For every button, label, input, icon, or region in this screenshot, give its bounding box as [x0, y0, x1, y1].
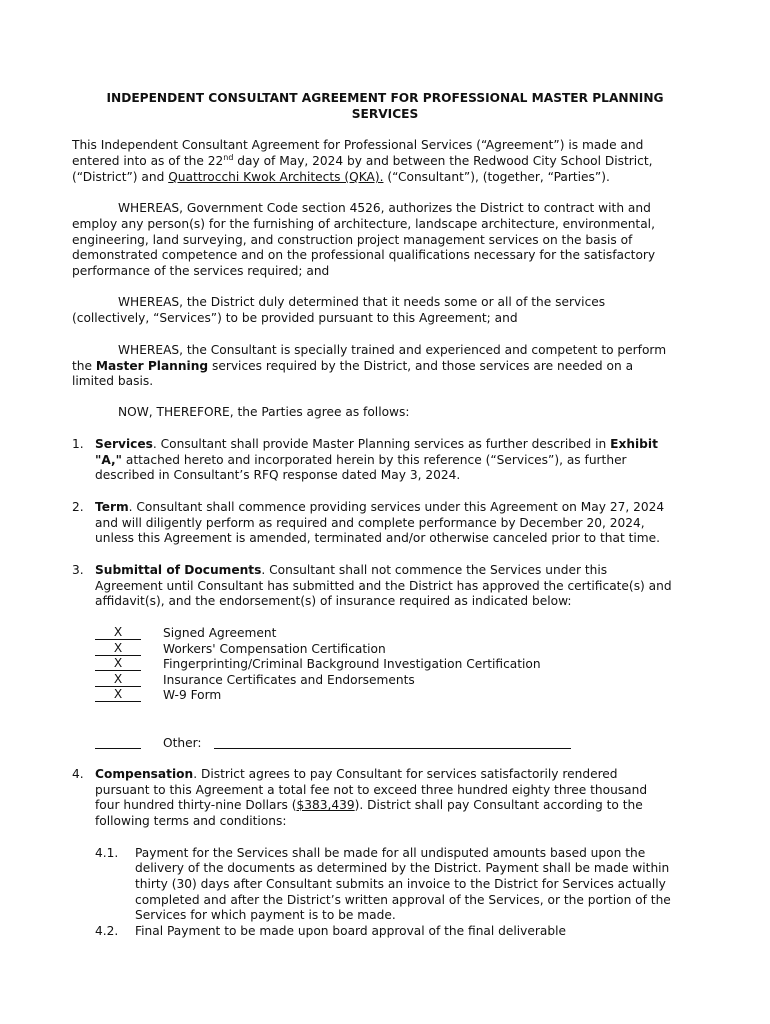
checklist-mark[interactable]: X [95, 657, 141, 671]
section-1-line-1: Services. Consultant shall provide Master Planning services as further described in Exhibit [95, 437, 658, 451]
subsection-4-1-number: 4.1. [95, 846, 119, 860]
whereas-3-line-3: limited basis. [72, 374, 154, 388]
section-1-line-2: "A," attached hereto and incorporated herein by this reference (“Services”), as further [95, 453, 627, 467]
whereas-3-line-2: the Master Planning services required by the District, and those services are needed on a [72, 359, 634, 373]
section-3-line-3: affidavit(s), and the endorsement(s) of insurance required as indicated below: [95, 594, 572, 608]
section-4-number: 4. [72, 767, 84, 781]
whereas-1-line-4: demonstrated competence and on the professional qualifications necessary for the satisfactory [72, 248, 656, 262]
consultant-name: Quattrocchi Kwok Architects (QKA). [168, 170, 384, 184]
whereas-1-line-2: employ any person(s) for the furnishing of architecture, landscape architecture, environmental, [72, 217, 655, 231]
whereas-3-line-1: WHEREAS, the Consultant is specially trained and experienced and competent to perform [118, 343, 667, 357]
checklist-label: W-9 Form [163, 688, 222, 702]
subsection-4-1-line-4: completed and after the District’s written approval of the Services, or the portion of the [135, 893, 671, 907]
checklist-label: Signed Agreement [163, 626, 277, 640]
checklist-mark[interactable]: X [95, 626, 141, 640]
section-2-line-3: unless this Agreement is amended, terminated and/or otherwise canceled prior to that time. [95, 531, 661, 545]
intro-line-3: (“District”) and Quattrocchi Kwok Architects (QKA). (“Consultant”), (together, “Parties”). [72, 170, 610, 184]
checklist-mark[interactable]: X [95, 673, 141, 687]
whereas-1-line-5: performance of the services required; and [72, 264, 330, 278]
whereas-2-line-1: WHEREAS, the District duly determined that it needs some or all of the services [118, 295, 606, 309]
other-input-line[interactable] [214, 736, 571, 749]
section-2-line-1: Term. Consultant shall commence providing services under this Agreement on May 27, 2024 [95, 500, 665, 514]
section-4-line-2: pursuant to this Agreement a total fee not to exceed three hundred eighty three thousand [95, 783, 648, 797]
subsection-4-1-line-1: Payment for the Services shall be made for all undisputed amounts based upon the [135, 846, 646, 860]
subsection-4-2-number: 4.2. [95, 924, 119, 938]
document-title-line-1: INDEPENDENT CONSULTANT AGREEMENT FOR PROFESSIONAL MASTER PLANNING [106, 91, 664, 105]
checklist-mark[interactable]: X [95, 642, 141, 656]
checklist-mark[interactable]: X [95, 688, 141, 702]
section-4-line-4: following terms and conditions: [95, 814, 287, 828]
subsection-4-2-line-1: Final Payment to be made upon board approval of the final deliverable [135, 924, 566, 938]
checklist-label: Insurance Certificates and Endorsements [163, 673, 415, 687]
section-3-number: 3. [72, 563, 84, 577]
section-3-line-2: Agreement until Consultant has submitted and the District has approved the certificate(s) and [95, 579, 672, 593]
checklist-label: Fingerprinting/Criminal Background Investigation Certification [163, 657, 541, 671]
section-3-line-1: Submittal of Documents. Consultant shall not commence the Services under this [95, 563, 608, 577]
subsection-4-1-line-5: Services for which payment is to be made. [135, 908, 396, 922]
subsection-4-1-line-3: thirty (30) days after Consultant submits an invoice to the District for Services actually [135, 877, 666, 891]
section-1-heading: Services [95, 437, 153, 451]
whereas-2-line-2: (collectively, “Services”) to be provided pursuant to this Agreement; and [72, 311, 518, 325]
document-title-line-2: SERVICES [351, 107, 419, 121]
other-checkbox-blank[interactable] [95, 736, 141, 749]
compensation-amount: $383,439 [296, 798, 355, 812]
now-therefore: NOW, THEREFORE, the Parties agree as follows: [118, 405, 410, 419]
section-1-number: 1. [72, 437, 84, 451]
whereas-1-line-3: engineering, land surveying, and construction project management services on the basis of [72, 233, 633, 247]
intro-line-2: entered into as of the 22nd day of May, 2024 by and between the Redwood City School District, [72, 152, 653, 168]
section-2-number: 2. [72, 500, 84, 514]
section-3-heading: Submittal of Documents [95, 563, 262, 577]
subsection-4-1-line-2: delivery of the documents as determined by the District. Payment shall be made within [135, 861, 670, 875]
other-label: Other: [163, 736, 202, 750]
section-4-line-1: Compensation. District agrees to pay Consultant for services satisfactorily rendered [95, 767, 618, 781]
whereas-1-line-1: WHEREAS, Government Code section 4526, authorizes the District to contract with and [118, 201, 651, 215]
checklist-label: Workers' Compensation Certification [163, 642, 386, 656]
section-2-heading: Term [95, 500, 129, 514]
intro-line-1: This Independent Consultant Agreement for Professional Services (“Agreement”) is made and [72, 138, 644, 152]
section-4-line-3: four hundred thirty-nine Dollars ($383,439). District shall pay Consultant according to the [95, 798, 643, 812]
section-1-line-3: described in Consultant’s RFQ response dated May 3, 2024. [95, 468, 461, 482]
section-4-heading: Compensation [95, 767, 194, 781]
section-2-line-2: and will diligently perform as required and complete performance by December 20, 2024, [95, 516, 645, 530]
